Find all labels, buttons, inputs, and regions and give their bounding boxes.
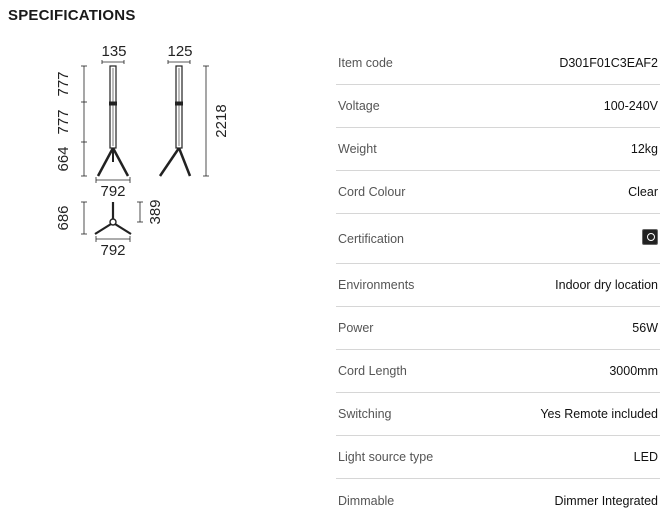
segment-bottom-label: 664 [55,146,72,172]
spec-value: 100-240V [603,99,658,113]
spec-row-certification [336,214,660,264]
section-heading: SPECIFICATIONS [8,7,136,24]
spec-label: Cord Length [338,364,407,378]
spec-row-voltage [336,85,660,128]
plan-offset-label: 389 [147,199,164,225]
spec-label: Dimmable [338,493,395,508]
spec-value: Clear [628,185,658,199]
spec-row-item-code [336,42,660,85]
spec-label: Switching [338,407,392,421]
spec-row-light-source-type [336,436,660,479]
front-width-label: 135 [101,43,127,60]
spec-row-power [336,307,660,350]
side-elevation [160,60,209,176]
plan-depth-label: 686 [55,205,72,231]
plan-width-label: 792 [100,242,126,259]
spec-row-switching [336,393,660,436]
spec-value: LED [633,450,658,464]
spec-label: Power [338,321,374,335]
spec-value: 56W [632,321,658,335]
spec-value: Yes Remote included [540,407,658,421]
spec-label: Certification [338,231,404,246]
spec-value: Indoor dry location [555,278,658,292]
spec-row-environments [336,264,660,307]
spec-label: Cord Colour [338,185,406,199]
technical-drawing [0,0,330,270]
certification-mark-icon [642,229,658,245]
spec-value: Dimmer Integrated [554,493,658,508]
spec-value: 3000mm [609,364,658,378]
front-elevation [81,60,130,183]
base-width-label: 792 [100,183,126,200]
spec-label: Voltage [338,99,380,113]
spec-row-cord-length [336,350,660,393]
total-height-label: 2218 [213,104,230,138]
spec-row-cord-colour [336,171,660,214]
spec-label: Environments [338,278,415,292]
plan-view [81,202,143,242]
segment-middle-label: 777 [55,109,72,135]
spec-value: D301F01C3EAF2 [559,56,658,70]
spec-row-weight [336,128,660,171]
side-width-label: 125 [167,43,193,60]
spec-label: Weight [338,142,377,156]
segment-top-label: 777 [55,71,72,97]
specifications-table [336,42,660,522]
spec-row-dimmable [336,479,660,522]
spec-value: 12kg [630,142,658,156]
spec-label: Light source type [338,450,434,464]
spec-label: Item code [338,56,393,70]
